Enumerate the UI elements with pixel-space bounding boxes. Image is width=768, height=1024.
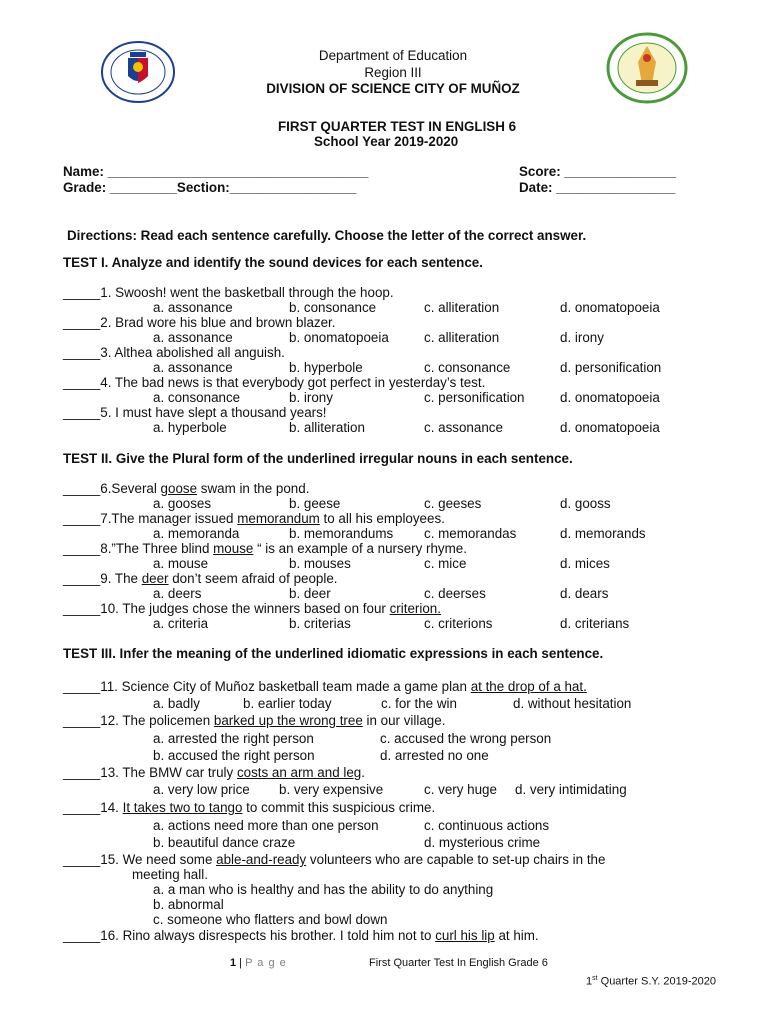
underlined-idiom: It takes two to tango <box>122 800 243 815</box>
test3-heading: TEST III. Infer the meaning of the underlined idiomatic expressions in each sentence. <box>63 646 604 661</box>
grade-section-field[interactable]: Grade: _________Section:_________________ <box>63 180 357 195</box>
underlined-word: deer <box>141 571 169 586</box>
underlined-idiom: barked up the wrong tree <box>213 713 363 728</box>
question-test2-1 <box>63 481 309 496</box>
option[interactable]: a. criteria <box>153 616 209 631</box>
option[interactable]: a. assonance <box>153 330 233 345</box>
option[interactable]: d. mysterious crime <box>424 835 541 850</box>
underlined-idiom: at the drop of a hat. <box>470 679 587 694</box>
footer-center-text: First Quarter Test In English Grade 6 <box>369 957 548 969</box>
option[interactable]: c. alliteration <box>424 330 500 345</box>
option[interactable]: c. memorandas <box>424 526 517 541</box>
question-text-end: to all his employees. <box>319 511 445 526</box>
question-test2-2 <box>63 511 445 526</box>
question-text: 10. The judges chose the winners based on four <box>100 601 390 616</box>
question-text: 1. Swoosh! went the basketball through the hoop. <box>100 285 394 300</box>
option[interactable]: d. irony <box>560 330 604 345</box>
option[interactable]: c. consonance <box>424 360 511 375</box>
underlined-word: goose <box>160 481 198 496</box>
name-field[interactable]: Name: ___________________________________ <box>63 164 369 179</box>
answer-blank[interactable]: _____ <box>63 571 101 586</box>
underlined-word: criterion. <box>389 601 441 616</box>
question-16: _____16. Rino always disrespects his brother. I told him not to curl his lip at him. <box>63 928 539 943</box>
option[interactable]: c. criterions <box>424 616 493 631</box>
option[interactable]: b. criterias <box>289 616 351 631</box>
option[interactable]: c. alliteration <box>424 300 500 315</box>
option[interactable]: b. beautiful dance craze <box>153 835 296 850</box>
answer-blank[interactable]: _____ <box>63 928 101 943</box>
answer-blank[interactable]: _____ <box>63 852 101 867</box>
option[interactable]: b. earlier today <box>243 696 332 711</box>
header-division: DIVISION OF SCIENCE CITY OF MUÑOZ <box>266 81 520 96</box>
option[interactable]: a. very low price <box>153 782 250 797</box>
page-word: P a g e <box>245 957 287 969</box>
page-footer: 1 | P a g e <box>230 957 287 969</box>
option[interactable]: a. deers <box>153 586 202 601</box>
option[interactable]: b. hyperbole <box>289 360 363 375</box>
option[interactable]: d. dears <box>560 586 609 601</box>
question-text: 4. The bad news is that everybody got perfect in yesterday’s test. <box>100 375 486 390</box>
option[interactable]: c. geeses <box>424 496 482 511</box>
question-text: 8.”The Three blind <box>100 541 214 556</box>
question-test1-3 <box>63 345 285 360</box>
option[interactable]: d. onomatopoeia <box>560 420 660 435</box>
option[interactable]: d. onomatopoeia <box>560 390 660 405</box>
question-text-end: swam in the pond. <box>197 481 310 496</box>
answer-blank[interactable]: _____ <box>63 679 101 694</box>
date-field[interactable]: Date: ________________ <box>519 180 676 195</box>
option[interactable]: b. alliteration <box>289 420 365 435</box>
answer-blank[interactable]: _____ <box>63 345 101 360</box>
question-test1-5 <box>63 405 327 420</box>
question-test1-2 <box>63 315 335 330</box>
question-test2-4 <box>63 571 338 586</box>
option[interactable]: b. mouses <box>289 556 351 571</box>
option[interactable]: c. someone who flatters and bowl down <box>153 912 388 927</box>
question-test1-4 <box>63 375 485 390</box>
answer-blank[interactable]: _____ <box>63 481 101 496</box>
question-test2-5 <box>63 601 441 616</box>
test1-heading: TEST I. Analyze and identify the sound devices for each sentence. <box>63 255 483 270</box>
option[interactable]: d. arrested no one <box>380 748 489 763</box>
question-text-end: “ is an example of a nursery rhyme. <box>253 541 467 556</box>
underlined-idiom: able-and-ready <box>216 852 307 867</box>
question-13: _____13. The BMW car truly costs an arm and leg. <box>63 765 365 780</box>
question-14: _____14. It takes two to tango to commit this suspicious crime. <box>63 800 436 815</box>
question-11: _____11. Science City of Muñoz basketball team made a game plan at the drop of a hat. <box>63 679 587 694</box>
option[interactable]: d. criterians <box>560 616 630 631</box>
underlined-idiom: costs an arm and leg <box>236 765 362 780</box>
test2-heading: TEST II. Give the Plural form of the underlined irregular nouns in each sentence. <box>63 451 573 466</box>
option[interactable]: a. actions need more than one person <box>153 818 379 833</box>
option[interactable]: a. memoranda <box>153 526 240 541</box>
option[interactable]: b. deer <box>289 586 331 601</box>
option[interactable]: b. very expensive <box>279 782 384 797</box>
option[interactable]: b. memorandums <box>289 526 394 541</box>
underlined-word: memorandum <box>237 511 320 526</box>
question-text: 5. I must have slept a thousand years! <box>100 405 327 420</box>
option[interactable]: d. mices <box>560 556 610 571</box>
option[interactable]: d. gooss <box>560 496 611 511</box>
option[interactable]: b. consonance <box>289 300 377 315</box>
option[interactable]: c. personification <box>424 390 525 405</box>
question-text: 9. The <box>100 571 142 586</box>
option[interactable]: a. a man who is healthy and has the ability to do anything <box>153 882 494 897</box>
option[interactable]: b. geese <box>289 496 341 511</box>
option[interactable]: a. mouse <box>153 556 209 571</box>
option[interactable]: a. badly <box>153 696 200 711</box>
option[interactable]: b. accused the right person <box>153 748 315 763</box>
footer-quarter: 1st Quarter S.Y. 2019-2020 <box>586 975 717 988</box>
question-15: _____15. We need some able-and-ready volunteers who are capable to set-up chairs in the <box>63 852 606 867</box>
answer-blank[interactable]: _____ <box>63 285 101 300</box>
answer-blank[interactable]: _____ <box>63 541 101 556</box>
answer-blank[interactable]: _____ <box>63 315 101 330</box>
option[interactable]: b. irony <box>289 390 333 405</box>
option[interactable]: a. gooses <box>153 496 212 511</box>
answer-blank[interactable]: _____ <box>63 800 101 815</box>
answer-blank[interactable]: _____ <box>63 375 101 390</box>
question-text: 7.The manager issued <box>100 511 238 526</box>
option[interactable]: c. continuous actions <box>424 818 550 833</box>
option[interactable]: b. abnormal <box>153 897 224 912</box>
option[interactable]: c. for the win <box>381 696 457 711</box>
test-title: FIRST QUARTER TEST IN ENGLISH 6 <box>278 119 517 134</box>
underlined-idiom: curl his lip <box>435 928 495 943</box>
question-15-continuation: meeting hall. <box>132 867 208 882</box>
option[interactable]: d. without hesitation <box>513 696 632 711</box>
question-test2-3 <box>63 541 467 556</box>
page-number: 1 <box>230 957 237 969</box>
question-text: 2. Brad wore his blue and brown blazer. <box>100 315 336 330</box>
option[interactable]: c. deerses <box>424 586 486 601</box>
option[interactable]: d. memorands <box>560 526 646 541</box>
question-test1-1 <box>63 285 394 300</box>
question-text-end: don’t seem afraid of people. <box>168 571 338 586</box>
option[interactable]: a. assonance <box>153 360 233 375</box>
question-text: 3. Althea abolished all anguish. <box>100 345 285 360</box>
option[interactable]: a. arrested the right person <box>153 731 314 746</box>
option[interactable]: d. onomatopoeia <box>560 300 660 315</box>
header-department: Department of Education <box>318 48 468 63</box>
question-text: 6.Several <box>100 481 161 496</box>
answer-blank[interactable]: _____ <box>63 405 101 420</box>
option[interactable]: d. personification <box>560 360 662 375</box>
underlined-word: mouse <box>213 541 254 556</box>
option[interactable]: d. very intimidating <box>515 782 627 797</box>
header-region: Region III <box>364 65 422 80</box>
score-field[interactable]: Score: _______________ <box>519 164 677 179</box>
option[interactable]: c. accused the wrong person <box>380 731 552 746</box>
question-12: _____12. The policemen barked up the wrong tree in our village. <box>63 713 446 728</box>
option[interactable]: a. consonance <box>153 390 241 405</box>
option[interactable]: b. onomatopoeia <box>289 330 389 345</box>
answer-blank[interactable]: _____ <box>63 713 101 728</box>
directions: Directions: Read each sentence carefully. Choose the letter of the correct answer. <box>67 228 587 243</box>
option[interactable]: a. assonance <box>153 300 233 315</box>
school-year: School Year 2019-2020 <box>314 134 459 149</box>
answer-blank[interactable]: _____ <box>63 765 101 780</box>
option[interactable]: c. assonance <box>424 420 503 435</box>
answer-blank[interactable]: _____ <box>63 601 101 616</box>
option[interactable]: c. mice <box>424 556 467 571</box>
option[interactable]: a. hyperbole <box>153 420 227 435</box>
option[interactable]: c. very huge <box>424 782 497 797</box>
answer-blank[interactable]: _____ <box>63 511 101 526</box>
